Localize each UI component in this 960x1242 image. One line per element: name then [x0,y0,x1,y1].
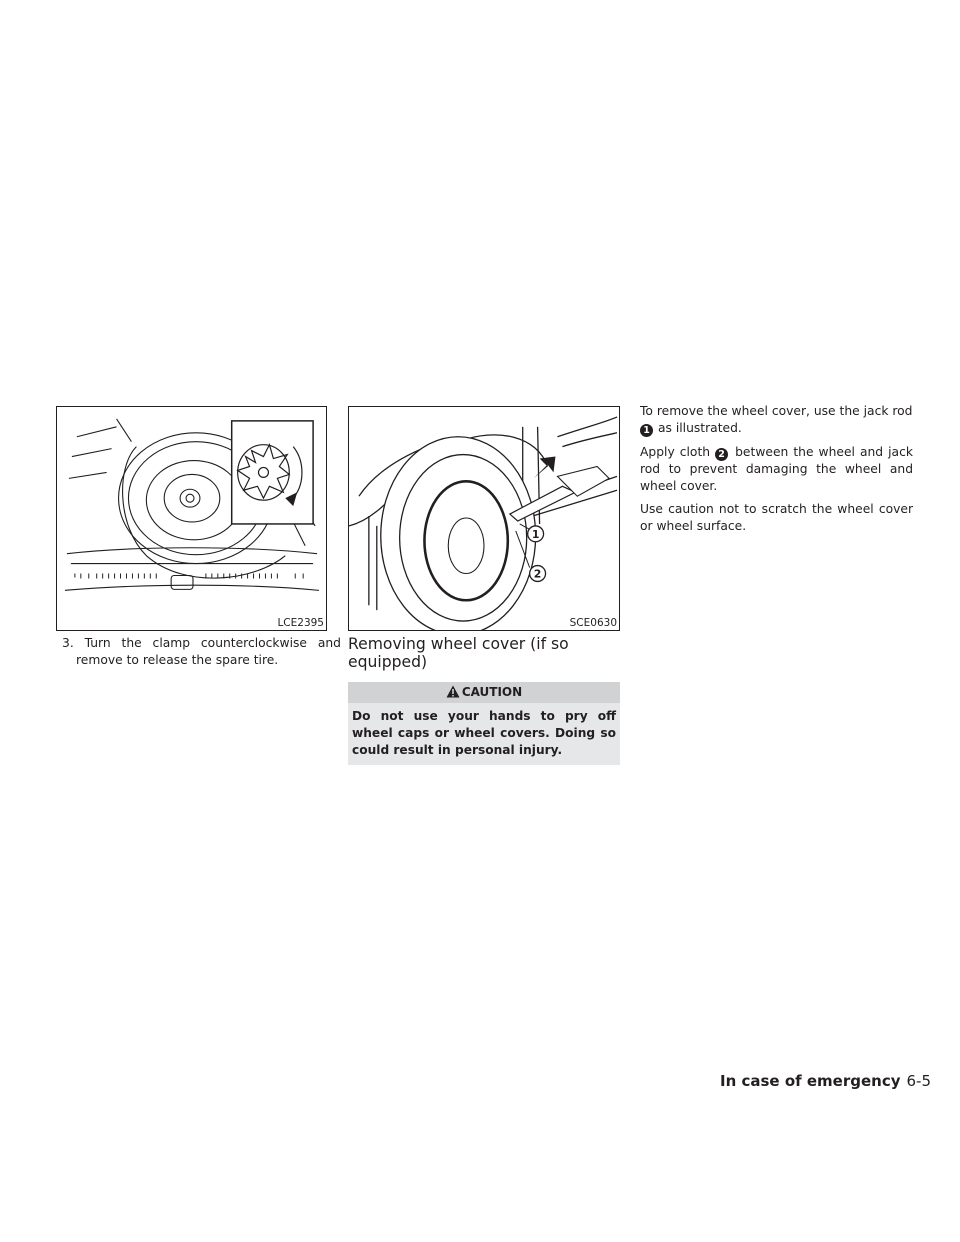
callout-2-label: 2 [533,567,542,581]
figure-code: LCE2395 [277,617,324,629]
instruction-1-after: as illustrated. [658,421,742,435]
instruction-1-before: To remove the wheel cover, use the jack rod [640,404,913,418]
caution-label: CAUTION [461,685,523,699]
warning-triangle-icon [446,685,460,698]
caution-box [348,682,620,765]
page-number: 6-5 [906,1072,932,1090]
callout-1-icon: 1 [640,424,653,437]
caution-text: Do not use your hands to pry off wheel caps or wheel covers. Doing so could result in personal injury. [348,703,620,765]
callout-2-icon: 2 [715,448,728,461]
section-heading: Removing wheel cover (if so equipped) [348,635,569,671]
step-3 [62,635,341,669]
spare-tire-illustration [57,407,326,630]
instruction-2-before: Apply cloth [640,445,711,459]
instruction-3-text: Use caution not to scratch the wheel cover or wheel surface. [640,502,913,533]
footer-section-title: In case of emergency [720,1072,901,1090]
instruction-1 [640,403,913,437]
wheel-cover-illustration [349,407,619,630]
instruction-2-after: between the wheel and jack rod to prevent damaging the wheel and wheel cover. [640,445,913,493]
caution-header [348,682,620,703]
figure-spare-tire-clamp [56,406,327,631]
figure-wheel-cover-removal [348,406,620,631]
step-number: 3. [62,636,74,650]
callout-1-label: 1 [531,527,540,541]
instruction-3 [640,501,913,535]
step-text: Turn the clamp counterclockwise and remove to release the spare tire. [76,636,341,667]
instruction-2 [640,444,913,495]
figure-code: SCE0630 [569,617,617,629]
page-footer [720,1072,931,1090]
